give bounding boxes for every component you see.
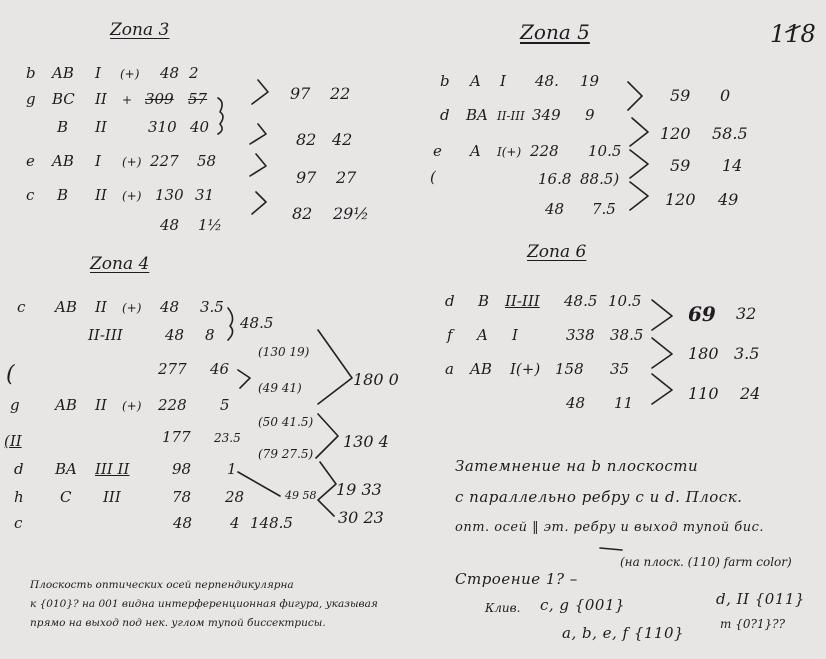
zone5-row-mark: e <box>433 142 442 160</box>
zone4-inner-value: (130 19) <box>258 345 310 359</box>
zone4-row-order: II-III <box>88 326 123 344</box>
zone3-row-order: I <box>95 152 101 170</box>
zone6-row-mark: a <box>445 360 454 378</box>
angle-mark <box>250 124 266 144</box>
zone3-row-class: BC <box>52 90 75 108</box>
zone3-row-value1: 48 <box>160 64 180 82</box>
zone3-row-value1: 48 <box>160 216 180 234</box>
zone4-row-class: AB <box>55 298 77 316</box>
zone3-row-mark: g <box>26 90 36 108</box>
zone4-inner-value: 48.5 <box>240 314 274 332</box>
zone3-result-a: 97 <box>290 84 311 103</box>
zone3-row-sign: + <box>122 93 133 107</box>
zone4-row-mark: ( <box>6 362 15 387</box>
zone3-row-value2: 57 <box>188 90 208 108</box>
zone5-row-mark: ( <box>430 168 436 186</box>
zone5-row-value2: 19 <box>580 72 600 90</box>
zone4-row-mark: d <box>14 460 24 478</box>
note-line: опт. осей ‖ эт. ребру и выход тупой бис. <box>455 520 765 535</box>
zone6-row-value2: 35 <box>610 360 630 378</box>
zone3-row-value1: 227 <box>150 152 179 170</box>
zone6-row-class: AB <box>470 360 492 378</box>
zone4-row-class: BA <box>55 460 77 478</box>
zone5-row-value2: 9 <box>585 106 595 124</box>
zone3-row-mark: e <box>26 152 35 170</box>
zone5-title: Zona 5 <box>520 20 590 44</box>
zone4-row-value1: 48 <box>173 514 193 532</box>
zone4-inner-value: 49 58 <box>285 489 317 502</box>
zone4-inner-value: (79 27.5) <box>258 447 314 461</box>
zone4-result: 130 4 <box>343 432 389 451</box>
zone4-row-sign: (+) <box>122 301 142 315</box>
zone4-row-mark: c <box>17 298 26 316</box>
zone3-row-order: II <box>95 90 107 108</box>
zone5-result-a: 120 <box>665 190 696 209</box>
zone5-result-a: 120 <box>660 124 691 143</box>
zone5-row-value1: 48 <box>545 200 565 218</box>
zone6-row-order: I <box>512 326 518 344</box>
zone4-row-value1: 177 <box>162 428 191 446</box>
zone6-result-a: 69 <box>688 302 716 326</box>
zone4-row-value1: 48 <box>165 326 185 344</box>
zone3-row-value1: 309 <box>145 90 174 108</box>
zone5-result-a: 59 <box>670 156 691 175</box>
zone5-result-b: 0 <box>720 86 731 105</box>
zone4-row-value2: 46 <box>210 360 230 378</box>
angle-mark <box>652 374 672 404</box>
zone4-row-value1: 277 <box>158 360 187 378</box>
zone4-row-class: C <box>60 488 72 506</box>
zone6-result-a: 180 <box>688 344 719 363</box>
zone6-row-value1: 48 <box>566 394 586 412</box>
zone5-row-value1: 48. <box>535 72 559 90</box>
zone3-result-a: 97 <box>296 168 317 187</box>
connector-mark <box>318 330 352 404</box>
zone3-row-order: II <box>95 186 107 204</box>
angle-mark <box>250 154 266 176</box>
zone3-title: Zona 3 <box>110 20 170 40</box>
zone5-row-class: A <box>470 142 481 160</box>
angle-mark <box>630 182 648 210</box>
zone3-row-value2: 2 <box>189 64 199 82</box>
zone5-row-value1: 349 <box>532 106 561 124</box>
zone4-row-mark: (II <box>4 432 22 450</box>
kliv-line: c, g {001} <box>540 596 626 614</box>
stroenie-right: m {0?1}?? <box>720 617 786 631</box>
zone3-row-class: AB <box>52 64 74 82</box>
zone4-row-class: AB <box>55 396 77 414</box>
zone4-inner-value: (49 41) <box>258 381 302 395</box>
zone3-row-value2: 1½ <box>198 216 223 234</box>
zone6-row-value1: 48.5 <box>564 292 598 310</box>
note-line: Затемнение на b плоскости <box>455 457 699 475</box>
zone4-row-value1: 78 <box>172 488 192 506</box>
zone3-result-b: 22 <box>330 84 351 103</box>
zone6-row-value1: 338 <box>566 326 595 344</box>
zone5-row-value1: 228 <box>530 142 559 160</box>
zone4-row-value2: 28 <box>225 488 245 506</box>
zone5-row-value2: 88.5) <box>580 170 620 188</box>
zone6-row-value2: 10.5 <box>608 292 642 310</box>
zone3-result-a: 82 <box>292 204 313 223</box>
zone3-row-class: B <box>57 118 69 136</box>
zone5-result-b: 14 <box>722 156 743 175</box>
zone4-row-value2: 5 <box>220 396 230 414</box>
note-line: с параллельно ребру с и d. Плоск. <box>455 488 743 506</box>
zone5-row-mark: d <box>440 106 450 124</box>
brace-mark <box>228 308 233 340</box>
zone5-row-order: II-III <box>497 109 525 123</box>
zone3-row-order: I <box>95 64 101 82</box>
zone3-row-sign: (+) <box>122 189 142 203</box>
zone3-row-value2: 40 <box>190 118 210 136</box>
zone5-row-class: A <box>470 72 481 90</box>
zone6-row-order: I(+) <box>510 360 541 378</box>
zone6-row-class: A <box>477 326 488 344</box>
zone4-row-value2: 8 <box>205 326 215 344</box>
zone5-row-value1: 16.8 <box>538 170 572 188</box>
zone4-result: 180 0 <box>353 370 399 389</box>
zone6-row-value2: 38.5 <box>610 326 644 344</box>
zone5-row-class: BA <box>466 106 488 124</box>
kliv-label: Клив. <box>485 601 521 615</box>
angle-mark <box>252 192 266 214</box>
zone6-row-class: B <box>478 292 490 310</box>
note-line: к {010}? на 001 видна интерференционная фигура, указывая <box>30 598 378 610</box>
angle-mark <box>628 82 642 110</box>
zone3-row-mark: b <box>26 64 36 82</box>
connector-mark <box>316 414 338 458</box>
zone4-result: 30 23 <box>338 508 384 527</box>
zone3-row-sign: (+) <box>120 67 140 81</box>
zone3-result-b: 29½ <box>333 204 369 223</box>
zone5-row-value2: 7.5 <box>592 200 616 218</box>
zone6-result-a: 110 <box>688 384 719 403</box>
dash-mark <box>600 548 622 550</box>
zone5-result-b: 58.5 <box>712 124 748 143</box>
zone3-row-class: AB <box>52 152 74 170</box>
zone4-row-mark: h <box>14 488 24 506</box>
note-line: прямо на выход под нек. углом тупой биссектрисы. <box>30 617 326 629</box>
zone6-row-order: II-III <box>505 292 540 310</box>
zone4-row-sign: (+) <box>122 399 142 413</box>
zone6-row-value1: 158 <box>555 360 584 378</box>
stroenie-paren: (на плоск. (110) farm color) <box>620 555 792 569</box>
angle-mark <box>252 80 268 104</box>
zone4-inner-value: (50 41.5) <box>258 415 314 429</box>
connector-mark <box>318 462 336 516</box>
zone5-row-order: I <box>500 72 506 90</box>
zone3-row-value2: 58 <box>197 152 217 170</box>
zone5-row-value2: 10.5 <box>588 142 622 160</box>
zone4-row-value1: 228 <box>158 396 187 414</box>
angle-mark <box>652 300 672 330</box>
zone5-row-mark: b <box>440 72 450 90</box>
zone3-row-mark: c <box>26 186 35 204</box>
zone4-row-order: II <box>95 298 107 316</box>
zone4-inner-value: 148.5 <box>250 514 293 532</box>
angle-mark <box>630 118 648 146</box>
zone3-row-class: B <box>57 186 69 204</box>
page-number: 118 <box>770 20 816 48</box>
zone3-row-sign: (+) <box>122 155 142 169</box>
stroenie-label: Строение 1? – <box>455 570 578 588</box>
zone3-result-b: 42 <box>332 130 353 149</box>
zone3-row-value2: 31 <box>195 186 215 204</box>
zone5-result-a: 59 <box>670 86 691 105</box>
brace-mark <box>218 98 223 134</box>
zone5-result-b: 49 <box>718 190 739 209</box>
zone4-row-value2: 1 <box>227 460 237 478</box>
zone4-title: Zona 4 <box>90 254 150 274</box>
angle-mark <box>238 370 250 388</box>
stroenie-right: d, II {011} <box>716 590 805 608</box>
connector-line <box>238 472 280 496</box>
zone6-row-mark: f <box>447 326 453 344</box>
zone6-row-value2: 11 <box>614 394 634 412</box>
zone6-row-mark: d <box>445 292 455 310</box>
zone3-row-value1: 130 <box>155 186 184 204</box>
zone6-title: Zona 6 <box>527 242 587 262</box>
zone3-row-value1: 310 <box>148 118 177 136</box>
zone4-row-value1: 48 <box>160 298 180 316</box>
zone4-row-mark: g <box>10 396 20 414</box>
zone4-row-value2: 4 <box>230 514 240 532</box>
zone4-row-value1: 98 <box>172 460 192 478</box>
zone4-row-value2: 23.5 <box>214 431 241 445</box>
zone4-row-order: II <box>95 396 107 414</box>
zone3-result-a: 82 <box>296 130 317 149</box>
zone3-result-b: 27 <box>336 168 357 187</box>
zone4-row-order: III II <box>95 460 130 478</box>
zone6-result-b: 24 <box>740 384 761 403</box>
angle-mark <box>652 338 672 368</box>
angle-mark <box>630 150 648 178</box>
kliv-line: a, b, e, f {110} <box>562 624 685 642</box>
zone4-row-order: III <box>103 488 121 506</box>
zone6-result-b: 32 <box>736 304 757 323</box>
zone6-result-b: 3.5 <box>734 344 760 363</box>
zone3-row-order: II <box>95 118 107 136</box>
zone4-row-mark: c <box>14 514 23 532</box>
zone5-row-order: I(+) <box>497 145 522 159</box>
zone4-row-value2: 3.5 <box>200 298 224 316</box>
note-line: Плоскость оптических осей перпендикулярна <box>30 579 294 591</box>
zone4-result: 19 33 <box>336 480 382 499</box>
